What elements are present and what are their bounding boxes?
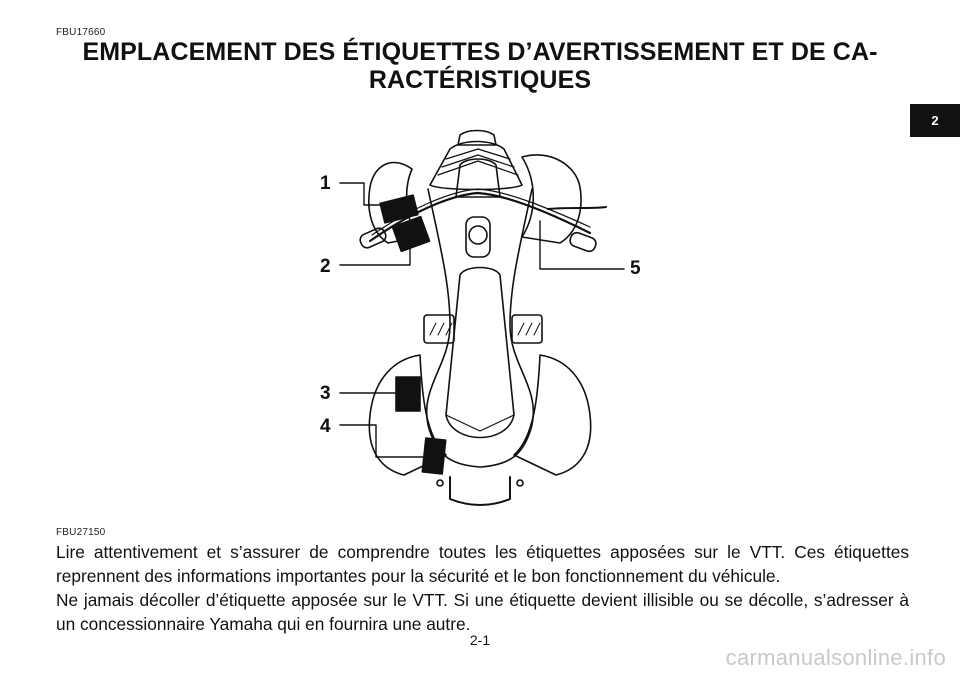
right-front-fender — [522, 155, 581, 243]
seat — [446, 268, 514, 438]
page-title: EMPLACEMENT DES ÉTIQUETTES D’AVERTISSEMENT ET DE CA-RACTÉRISTIQUES — [82, 38, 878, 94]
watermark: carmanualsonline.info — [725, 645, 946, 670]
callout-4: 4 — [320, 416, 331, 437]
atv-label-locations-illustration — [300, 125, 660, 515]
rear-bumper — [450, 477, 510, 505]
section-code: FBU17660 — [56, 27, 106, 38]
paragraph-code: FBU27150 — [56, 527, 106, 538]
body-paragraph-1: Lire attentivement et s’assurer de comprendre toutes les étiquettes apposées sur le VTT. Ces étiquettes reprennent des informations importantes pour la sécurité et le bon fonctionnement du véhicule. — [56, 542, 909, 586]
leader-line-1 — [340, 183, 388, 205]
right-grip — [568, 231, 597, 253]
label-4-marker — [422, 438, 445, 474]
callout-2: 2 — [320, 256, 331, 277]
callout-3: 3 — [320, 383, 331, 404]
brake-lever — [548, 207, 606, 209]
right-rear-fender — [514, 355, 591, 475]
ignition-switch — [469, 226, 487, 244]
callout-1: 1 — [320, 173, 331, 194]
chapter-tab: 2 — [910, 104, 960, 137]
page-number: 2-1 — [469, 632, 491, 648]
main-body — [427, 189, 534, 467]
leader-line-4 — [340, 425, 426, 457]
body-paragraph-2: Ne jamais décoller d’étiquette apposée sur le VTT. Si une étiquette devient illisible ou se décolle, s’adresser à un concessionnaire Yamaha qui en fournira une autre. — [56, 590, 909, 634]
label-1-marker — [380, 195, 418, 223]
label-3-marker — [396, 377, 420, 411]
callout-5: 5 — [630, 258, 641, 279]
